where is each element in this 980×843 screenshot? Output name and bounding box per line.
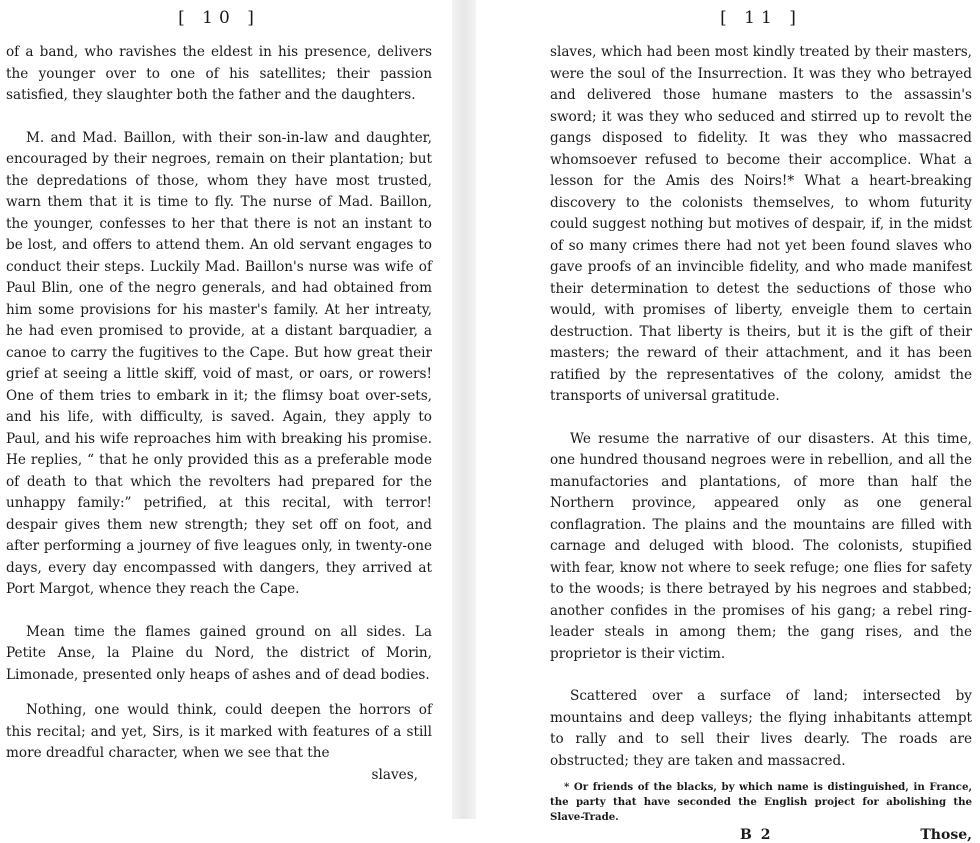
footnote: * Or friends of the blacks, by which name is distinguished, in France, the party that have seconded the English project for abolishing the Slave-Trade. [550,781,972,823]
paragraph: Nothing, one would think, could deepen the horrors of this recital; and yet, Sirs, is it marked with features of a still more dreadful character, when we see that the [6,702,432,761]
book-gutter [452,0,476,819]
catchword: slaves, [371,766,418,783]
paragraph: M. and Mad. Baillon, with their son-in-law and daughter, encouraged by their negroes, remain on their plantation; but the depredations of those, whom they have most trusted, warn them that it is time to fly. The nurse of Mad. Baillon, the younger, confesses to her that there is not an instant to be lost, and offers to attend them. An old servant engages to conduct their steps. Luckily Mad. Baillon's nurse was wife of Paul Blin, one of the negro generals, and had obtained from him some provisions for his master's family. At her intreaty, he had even promised to provide, at a distant barquadier, a canoe to carry the fugitives to the Cape. But how great their grief at seeing a little skiff, void of mast, or oars, or rowers! One of them tries to embark in it; the flimsy boat over-sets, and his life, with difficulty, is saved. Again, they apply to Paul, and his wife reproaches him with breaking his promise. He replies, “ that he only provided this as a preferable mode of death to that which the revolters had prepared for the unhappy family:” petrified, at this recital, with terror! despair gives them new strength; they set off on foot, and after performing a journey of five leagues only, in twenty-one days, every day encompassed with dangers, they arrived at Port Margot, whence they reach the Cape. [6,129,432,597]
paragraph: of a band, who ravishes the eldest in his presence, delivers the younger over to one of his satellites; their passion satisfied, they slaughter both the father and the daughters. [6,44,432,103]
paragraph: Mean time the flames gained ground on all sides. La Petite Anse, la Plaine du Nord, the district of Morin, Limonade, presented only heaps of ashes and of dead bodies. [6,623,432,683]
page-number: [ 10 ] [178,8,260,28]
page-number: [ 11 ] [720,8,802,28]
left-page [0,0,452,819]
signature-mark: B 2 [740,827,773,843]
paragraph: Scattered over a surface of land; intersected by mountains and deep valleys; the flying inhabitants attempt to rally and to sell their lives dearly. The roads are obstructed; they are taken and massacred. [550,688,972,769]
page-footer [550,827,972,843]
right-page [476,0,980,843]
paragraph: We resume the narrative of our disasters. At this time, one hundred thousand negroes were in rebellion, and all the manufactories and plantations, of more than half the Northern province, appeared only as one general conflagration. The plains and the mountains are filled with carnage and deluged with blood. The colonists, stupified with fear, know not where to seek refuge; one flies for safety to the woods; is there betrayed by his negroes and stabbed; another confides in the promises of his gang; a rebel ring-leader steals in among them; the gang rises, and the proprietor is their victim. [550,430,972,662]
paragraph: slaves, which had been most kindly treated by their masters, were the soul of the Insurrection. It was they who betrayed and delivered those humane masters to the assassin's sword; it was they who seduced and stirred up to revolt the gangs disposed to fidelity. It was they who massacred whomsoever refused to become their accomplice. What a lesson for the Amis des Noirs!* What a heart-breaking discovery to the colonists themselves, to whom futurity could suggest nothing but motives of despair, if, in the midst of so many crimes there had not yet been found slaves who gave proofs of an invincible fidelity, and who made manifest their determination to detest the seductions of those who would, with promises of liberty, enveigle them to certain destruction. That liberty is theirs, but it is the gift of their masters; the reward of their attachment, and it has been ratified by the representatives of the colony, amidst the transports of universal gratitude. [550,44,972,404]
catchword: Those, [920,827,972,843]
